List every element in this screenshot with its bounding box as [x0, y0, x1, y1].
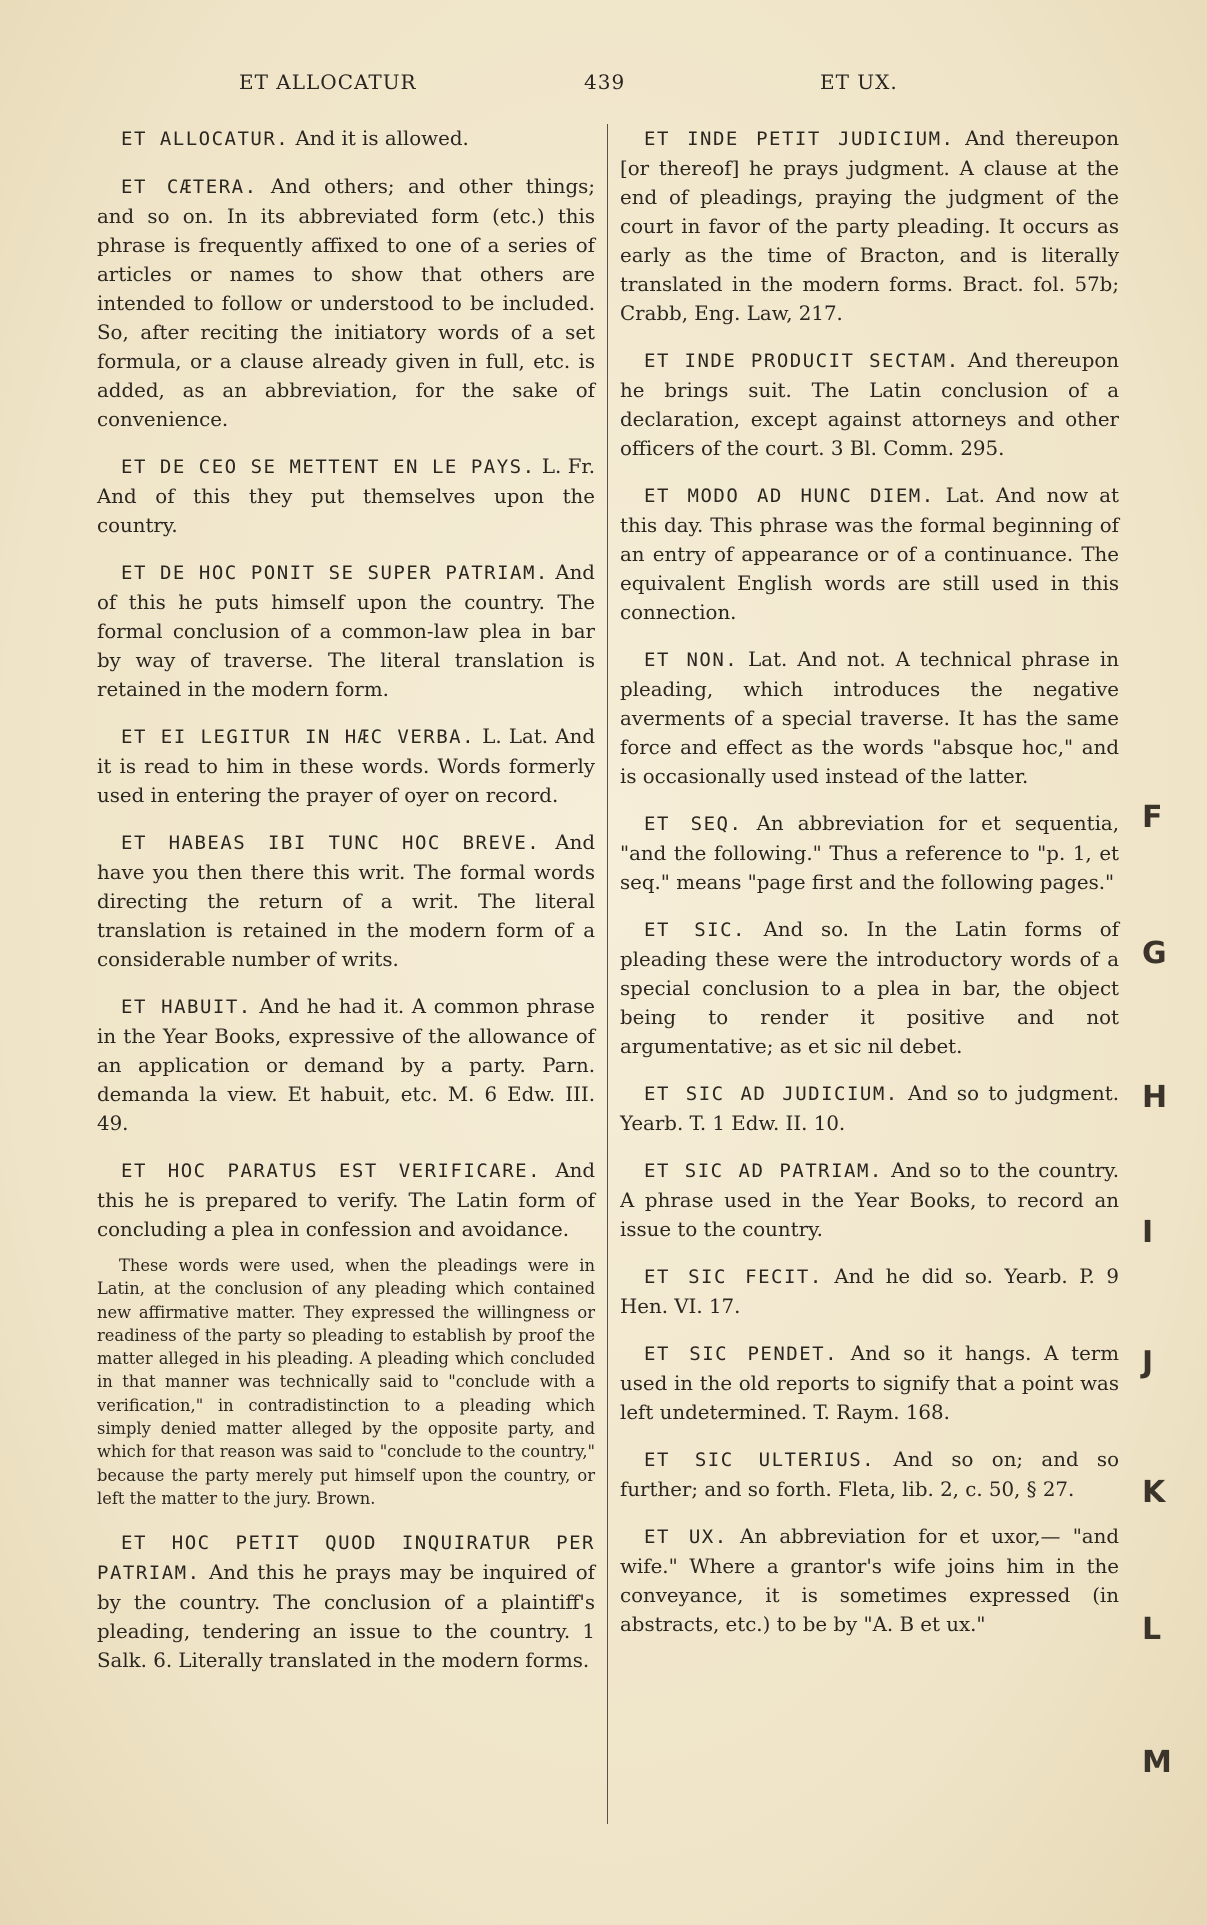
entry-definition: And so on; and so further; and so forth. Fleta, lib. 2, c. 50, § 27. — [620, 1448, 1119, 1501]
thumb-index-m[interactable]: M — [1142, 1745, 1172, 1780]
entry-term: ET HOC PARATUS EST VERIFICARE. — [121, 1160, 542, 1182]
dictionary-entry — [97, 1528, 595, 1675]
entry-term: ET DE HOC PONIT SE SUPER PATRIAM. — [121, 562, 549, 584]
entry-definition: And others; and other things; and so on. In its abbreviated form (etc.) this phrase is frequently affixed to one of a series of articles or names to show that others are intended to follow or understood to be included. So, after reciting the initiatory words of a set formula, or a clause already given in full, etc. is added, as an abbreviation, for the sake of convenience. — [97, 175, 595, 431]
entry-definition: And thereupon he brings suit. The Latin conclusion of a declaration, except against attorneys and other officers of the court. 3 Bl. Comm. 295. — [620, 349, 1120, 460]
entry-note — [97, 1254, 595, 1510]
dictionary-entry — [97, 124, 595, 154]
dictionary-entry — [620, 1445, 1119, 1504]
entry-definition: And so. In the Latin forms of pleading these were the introductory words of a special conclusion to a plea in bar, the object being to render it positive and not argumentative; as et sic nil debet. — [620, 918, 1120, 1058]
entry-definition: And so it hangs. A term used in the old reports to signify that a point was left undetermined. T. Raym. 168. — [620, 1342, 1119, 1424]
dictionary-entry — [97, 172, 595, 434]
entry-term: ET SIC PENDET. — [644, 1343, 839, 1365]
entry-term: ET SEQ. — [644, 813, 743, 835]
entry-term: ET INDE PETIT JUDICIUM. — [644, 128, 955, 150]
entry-definition: Lat. And not. A technical phrase in pleading, which introduces the negative averments of a special traverse. It has the same force and effect as the words "absque hoc," and is occasionally used instead of the latter. — [620, 648, 1119, 788]
entry-term: ET INDE PRODUCIT SECTAM. — [644, 350, 960, 372]
thumb-index-i[interactable]: I — [1142, 1215, 1154, 1250]
entry-term: ET HABEAS IBI TUNC HOC BREVE. — [121, 832, 541, 854]
dictionary-entry — [620, 809, 1119, 897]
left-column — [97, 124, 595, 1693]
entry-definition: And so to judgment. Yearb. T. 1 Edw. II. 10. — [620, 1082, 1119, 1135]
thumb-index-k[interactable]: K — [1142, 1475, 1166, 1510]
thumb-index-g[interactable]: G — [1142, 936, 1167, 971]
entry-definition: These words were used, when the pleadings were in Latin, at the conclusion of any pleading which contained new affirmative matter. They expressed the willingness or readiness of the party so pleading to establish by proof the matter alleged in his pleading. A pleading which concluded in that manner was technically said to "conclude with a verification," in contradistinction to a pleading which simply denied matter alleged by the opposite party, and which for that reason was said to "conclude to the country," because the party merely put himself upon the country, or left the matter to the jury. Brown. — [97, 1256, 595, 1508]
dictionary-entry — [620, 1079, 1119, 1138]
entry-term: ET SIC ULTERIUS. — [644, 1449, 876, 1471]
dictionary-entry — [620, 1522, 1119, 1639]
entry-definition: L. Fr. And of this they put themselves upon the country. — [97, 455, 595, 537]
thumb-index-h[interactable]: H — [1142, 1080, 1168, 1115]
dictionary-entry — [97, 992, 595, 1138]
entry-term: ET SIC AD PATRIAM. — [644, 1160, 883, 1182]
dictionary-entry — [620, 124, 1119, 328]
dictionary-entry — [620, 915, 1119, 1061]
entry-definition: An abbreviation for et sequentia, "and the following." Thus a reference to "p. 1, et seq." means "page first and the following pages." — [620, 812, 1120, 894]
entry-definition: Lat. And now at this day. This phrase was the formal beginning of an entry of appearance or of a continuance. The equivalent English words are still used in this connection. — [620, 484, 1119, 624]
entry-term: ET SIC FECIT. — [644, 1266, 823, 1288]
dictionary-entry — [620, 481, 1119, 627]
entry-definition: And he had it. A common phrase in the Year Books, expressive of the allowance of an application or demand by a party. Parn. demanda la view. Et habuit, etc. M. 6 Edw. III. 49. — [97, 995, 595, 1135]
entry-term: ET UX. — [644, 1526, 728, 1548]
dictionary-entry — [620, 1156, 1119, 1244]
entry-term: ET EI LEGITUR IN HÆC VERBA. — [121, 726, 476, 748]
thumb-index-f[interactable]: F — [1142, 800, 1163, 835]
thumb-index-j[interactable]: J — [1142, 1345, 1154, 1380]
entry-term: ET NON. — [644, 649, 739, 671]
entry-definition: And this he is prepared to verify. The Latin form of concluding a plea in confession and avoidance. — [97, 1159, 596, 1241]
thumb-index-tabs — [1142, 0, 1182, 1925]
entry-term: ET MODO AD HUNC DIEM. — [644, 485, 935, 507]
entry-definition: And have you then there this writ. The formal words directing the return of a writ. The literal translation is retained in the modern form of a considerable number of writs. — [97, 831, 595, 971]
entry-definition: L. Lat. And it is read to him in these words. Words formerly used in entering the prayer of oyer on record. — [97, 725, 595, 807]
page-number: 439 — [584, 70, 626, 94]
entry-definition: And of this he puts himself upon the country. The formal conclusion of a common-law plea in bar by way of traverse. The literal translation is retained in the modern form. — [97, 561, 595, 701]
entry-term: ET ALLOCATUR. — [121, 128, 290, 150]
dictionary-entry — [97, 1156, 595, 1244]
header-right-term: ET UX. — [820, 70, 898, 94]
entry-definition: And so to the country. A phrase used in the Year Books, to record an issue to the country. — [620, 1159, 1119, 1241]
entry-definition: And this he prays may be inquired of by the country. The conclusion of a plaintiff's pleading, tendering an issue to the country. 1 Salk. 6. Literally translated in the modern forms. — [97, 1561, 595, 1673]
entry-definition: An abbreviation for et uxor,— "and wife." Where a grantor's wife joins him in the conveyance, it is sometimes expressed (in abstracts, etc.) to be by "A. B et ux." — [620, 1525, 1120, 1636]
entry-term: ET SIC AD JUDICIUM. — [644, 1083, 899, 1105]
column-divider — [607, 124, 608, 1824]
entry-term: ET HABUIT. — [121, 996, 252, 1018]
entry-term: ET DE CEO SE METTENT EN LE PAYS. — [121, 456, 536, 478]
entry-definition: And it is allowed. — [295, 127, 469, 150]
running-header — [96, 70, 1056, 100]
dictionary-entry — [620, 645, 1119, 791]
dictionary-entry — [620, 346, 1119, 463]
right-column — [620, 124, 1119, 1657]
dictionary-entry — [97, 558, 595, 704]
dictionary-entry — [97, 722, 595, 810]
entry-definition: And he did so. Yearb. P. 9 Hen. VI. 17. — [620, 1265, 1119, 1318]
entry-definition: And thereupon [or thereof] he prays judgment. A clause at the end of pleadings, praying the judgment of the court in favor of the party pleading. It occurs as early as the time of Bracton, and is literally translated in the modern forms. Bract. fol. 57b; Crabb, Eng. Law, 217. — [620, 127, 1119, 325]
entry-term: ET CÆTERA. — [121, 176, 258, 198]
entry-term: ET HOC PETIT QUOD INQUIRATUR PER PATRIAM. — [97, 1532, 595, 1585]
dictionary-entry — [97, 452, 595, 540]
thumb-index-l[interactable]: L — [1142, 1612, 1162, 1647]
entry-term: ET SIC. — [644, 919, 746, 941]
dictionary-entry — [620, 1262, 1119, 1321]
dictionary-entry — [620, 1339, 1119, 1427]
header-left-term: ET ALLOCATUR — [239, 70, 417, 94]
dictionary-entry — [97, 828, 595, 974]
